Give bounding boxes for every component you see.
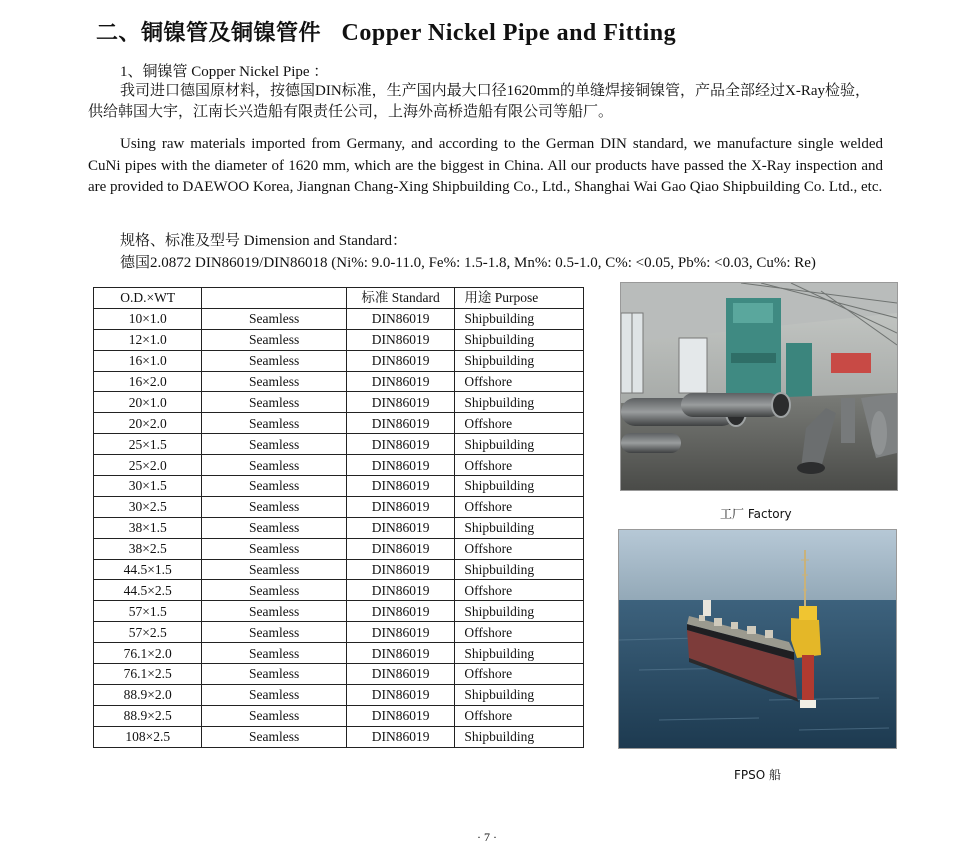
- cell-od-wt: 57×2.5: [94, 622, 202, 643]
- cell-od-wt: 10×1.0: [94, 308, 202, 329]
- cell-purpose: Offshore: [455, 496, 584, 517]
- table-body: [94, 308, 584, 747]
- cell-type: Seamless: [202, 455, 346, 476]
- cell-purpose: Offshore: [455, 705, 584, 726]
- table-header-row: [94, 288, 584, 309]
- table-row: [94, 308, 584, 329]
- cell-standard: DIN86019: [346, 413, 455, 434]
- cell-type: Seamless: [202, 643, 346, 664]
- cell-type: Seamless: [202, 705, 346, 726]
- table-row: [94, 559, 584, 580]
- spec-title: 规格、标准及型号 Dimension and Standard：: [120, 233, 408, 249]
- header-purpose: 用途 Purpose: [455, 288, 584, 309]
- cell-od-wt: 108×2.5: [94, 726, 202, 747]
- cell-standard: DIN86019: [346, 392, 455, 413]
- table-row: [94, 664, 584, 685]
- header-standard: 标准 Standard: [346, 288, 455, 309]
- cell-od-wt: 76.1×2.5: [94, 664, 202, 685]
- table-row: [94, 455, 584, 476]
- cell-od-wt: 20×1.0: [94, 392, 202, 413]
- table-row: [94, 622, 584, 643]
- cell-type: Seamless: [202, 559, 346, 580]
- cell-type: Seamless: [202, 684, 346, 705]
- cell-od-wt: 44.5×1.5: [94, 559, 202, 580]
- cell-standard: DIN86019: [346, 684, 455, 705]
- cell-od-wt: 57×1.5: [94, 601, 202, 622]
- header-od-wt: O.D.×WT: [94, 288, 202, 309]
- cell-od-wt: 76.1×2.0: [94, 643, 202, 664]
- cell-purpose: Shipbuilding: [455, 308, 584, 329]
- table-row: [94, 496, 584, 517]
- cell-od-wt: 16×2.0: [94, 371, 202, 392]
- cell-od-wt: 38×2.5: [94, 538, 202, 559]
- spec-composition: 德国2.0872 DIN86019/DIN86018 (Ni%: 9.0-11.0, Fe%: 1.5-1.8, Mn%: 0.5-1.0, C%: <0.05, Pb%: <0.03, Cu%: Re): [120, 255, 816, 271]
- cell-od-wt: 25×1.5: [94, 434, 202, 455]
- cell-od-wt: 20×2.0: [94, 413, 202, 434]
- cell-standard: DIN86019: [346, 308, 455, 329]
- cell-type: Seamless: [202, 580, 346, 601]
- table-row: [94, 601, 584, 622]
- cell-purpose: Shipbuilding: [455, 329, 584, 350]
- cell-standard: DIN86019: [346, 601, 455, 622]
- cell-type: Seamless: [202, 726, 346, 747]
- table-row: [94, 684, 584, 705]
- cell-type: Seamless: [202, 476, 346, 497]
- cell-purpose: Offshore: [455, 622, 584, 643]
- table-row: [94, 434, 584, 455]
- paragraph-chinese: 我司进口德国原材料，按德国DIN标准，生产国内最大口径1620mm的单缝焊接铜镍管，产品全部经过X-Ray检验，供给韩国大宇，江南长兴造船有限责任公司，上海外高桥造船有限公司等船厂。: [88, 83, 870, 120]
- cell-purpose: Offshore: [455, 455, 584, 476]
- cell-standard: DIN86019: [346, 664, 455, 685]
- cell-type: Seamless: [202, 517, 346, 538]
- cell-purpose: Shipbuilding: [455, 476, 584, 497]
- cell-standard: DIN86019: [346, 705, 455, 726]
- cell-standard: DIN86019: [346, 538, 455, 559]
- heading-cn: 二、铜镍管及铜镍管件: [96, 21, 322, 46]
- factory-photo: [620, 282, 898, 491]
- cell-standard: DIN86019: [346, 329, 455, 350]
- cell-type: Seamless: [202, 664, 346, 685]
- fpso-photo: [618, 529, 897, 749]
- cell-purpose: Shipbuilding: [455, 350, 584, 371]
- table-row: [94, 726, 584, 747]
- cell-standard: DIN86019: [346, 517, 455, 538]
- table-row: [94, 413, 584, 434]
- table-row: [94, 643, 584, 664]
- table-row: [94, 580, 584, 601]
- table-row: [94, 392, 584, 413]
- cell-purpose: Shipbuilding: [455, 643, 584, 664]
- cell-standard: DIN86019: [346, 371, 455, 392]
- table-row: [94, 538, 584, 559]
- cell-purpose: Shipbuilding: [455, 392, 584, 413]
- cell-purpose: Shipbuilding: [455, 559, 584, 580]
- cell-od-wt: 88.9×2.5: [94, 705, 202, 726]
- table-row: [94, 517, 584, 538]
- cell-purpose: Offshore: [455, 580, 584, 601]
- cell-type: Seamless: [202, 538, 346, 559]
- cell-purpose: Shipbuilding: [455, 726, 584, 747]
- factory-caption: 工厂 Factory: [720, 507, 792, 521]
- cell-type: Seamless: [202, 392, 346, 413]
- cell-purpose: Shipbuilding: [455, 434, 584, 455]
- table-row: [94, 705, 584, 726]
- table-row: [94, 371, 584, 392]
- cell-standard: DIN86019: [346, 580, 455, 601]
- cell-od-wt: 30×1.5: [94, 476, 202, 497]
- table-row: [94, 329, 584, 350]
- header-type: [202, 288, 346, 309]
- cell-purpose: Offshore: [455, 538, 584, 559]
- cell-purpose: Offshore: [455, 664, 584, 685]
- paragraph-english: Using raw materials imported from Germany, and according to the German DIN standard, we manufacture single welded CuNi pipes with the diameter of 1620 mm, which are the biggest in China. All our products have passed the X-Ray inspection and are provided to DAEWOO Korea, Jiangnan Chang-Xing Shipbuilding Co., Ltd., Shanghai Wai Gao Qiao Shipbuilding Co. Ltd., etc.: [88, 136, 883, 195]
- page-number: · 7 ·: [477, 830, 497, 844]
- cell-standard: DIN86019: [346, 455, 455, 476]
- cell-standard: DIN86019: [346, 496, 455, 517]
- cell-standard: DIN86019: [346, 476, 455, 497]
- cell-standard: DIN86019: [346, 434, 455, 455]
- cell-type: Seamless: [202, 434, 346, 455]
- cell-od-wt: 44.5×2.5: [94, 580, 202, 601]
- cell-type: Seamless: [202, 350, 346, 371]
- cell-od-wt: 25×2.0: [94, 455, 202, 476]
- fpso-caption: FPSO 船: [734, 768, 782, 782]
- cell-od-wt: 30×2.5: [94, 496, 202, 517]
- heading-en: Copper Nickel Pipe and Fitting: [341, 20, 677, 46]
- cell-standard: DIN86019: [346, 643, 455, 664]
- cell-standard: DIN86019: [346, 726, 455, 747]
- cell-purpose: Shipbuilding: [455, 684, 584, 705]
- cell-standard: DIN86019: [346, 559, 455, 580]
- cell-type: Seamless: [202, 413, 346, 434]
- cell-od-wt: 16×1.0: [94, 350, 202, 371]
- cell-type: Seamless: [202, 622, 346, 643]
- section-subheading: 1、铜镍管 Copper Nickel Pipe ：: [120, 64, 329, 80]
- table-row: [94, 350, 584, 371]
- cell-standard: DIN86019: [346, 350, 455, 371]
- cell-od-wt: 38×1.5: [94, 517, 202, 538]
- page-heading: [96, 16, 916, 47]
- cell-type: Seamless: [202, 371, 346, 392]
- cell-purpose: Offshore: [455, 413, 584, 434]
- cell-type: Seamless: [202, 496, 346, 517]
- cell-purpose: Shipbuilding: [455, 517, 584, 538]
- cell-purpose: Shipbuilding: [455, 601, 584, 622]
- cell-od-wt: 88.9×2.0: [94, 684, 202, 705]
- table-row: [94, 476, 584, 497]
- cell-type: Seamless: [202, 601, 346, 622]
- cell-purpose: Offshore: [455, 371, 584, 392]
- cell-standard: DIN86019: [346, 622, 455, 643]
- cell-od-wt: 12×1.0: [94, 329, 202, 350]
- cell-type: Seamless: [202, 308, 346, 329]
- cell-type: Seamless: [202, 329, 346, 350]
- pipe-spec-table: [93, 287, 584, 748]
